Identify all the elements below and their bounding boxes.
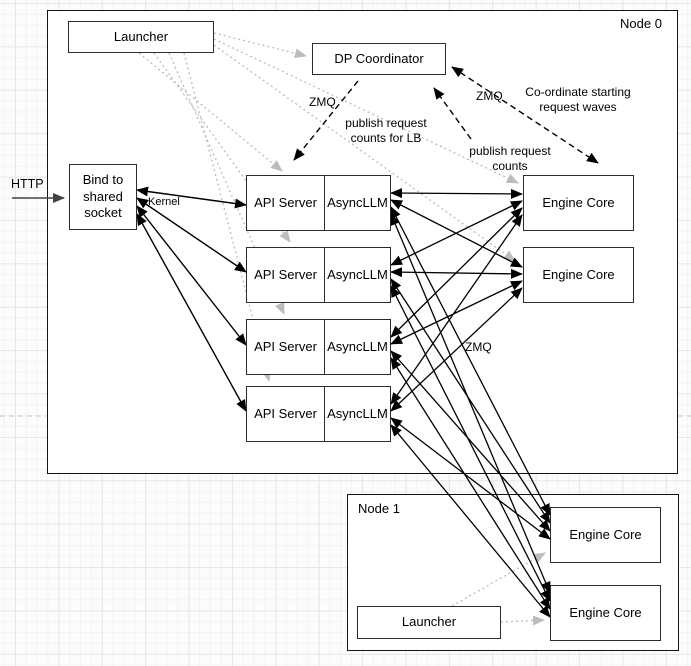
engine-core-node0-box-1: Engine Core: [523, 175, 634, 231]
api-server-row-3: [246, 319, 391, 375]
zmq-coordinator-api-label: ZMQ: [309, 95, 336, 109]
launcher-node1-box: [357, 606, 501, 639]
api-server-row-2: [246, 247, 391, 303]
launcher-node0-label: Launcher: [113, 28, 169, 44]
asyncllm-cell: AsyncLLM: [327, 338, 388, 354]
api-server-cell: API Server: [247, 248, 325, 302]
asyncllm-cell: AsyncLLM: [327, 405, 388, 421]
http-label: HTTP: [11, 177, 44, 191]
api-server-cell: API Server: [247, 320, 325, 374]
bind-socket-box: [69, 164, 137, 230]
engine-core-node1-box-2: Engine Core: [550, 585, 661, 641]
launcher-node1-label: Launcher: [401, 614, 457, 630]
api-server-row-1: [246, 175, 391, 231]
zmq-mesh-label: ZMQ: [465, 340, 492, 354]
launcher-node0-box: [68, 21, 214, 53]
kernel-label: Kernel: [148, 196, 180, 208]
dp-coordinator-box: [312, 43, 446, 75]
coordinate-waves-label: Co-ordinate starting request waves: [525, 85, 631, 114]
engine-core-node1-box-1: Engine Core: [550, 507, 661, 563]
api-server-row-4: [246, 386, 391, 442]
dp-coordinator-label: DP Coordinator: [334, 50, 424, 66]
api-server-cell: API Server: [247, 176, 325, 230]
kernel-connectors: [137, 190, 246, 411]
engine-core-node0-box-2: Engine Core: [523, 247, 634, 303]
bind-socket-label: Bind to shared socket: [82, 171, 124, 221]
publish-counts-label: publish request counts: [469, 144, 551, 173]
asyncllm-cell: AsyncLLM: [327, 266, 388, 282]
zmq-coordinator-engine-label: ZMQ: [476, 89, 503, 103]
node1-label: Node 1: [358, 501, 400, 516]
publish-counts-lb-label: publish request counts for LB: [345, 116, 427, 145]
asyncllm-cell: AsyncLLM: [327, 194, 388, 210]
node0-label: Node 0: [620, 16, 662, 31]
api-server-cell: API Server: [247, 387, 325, 441]
